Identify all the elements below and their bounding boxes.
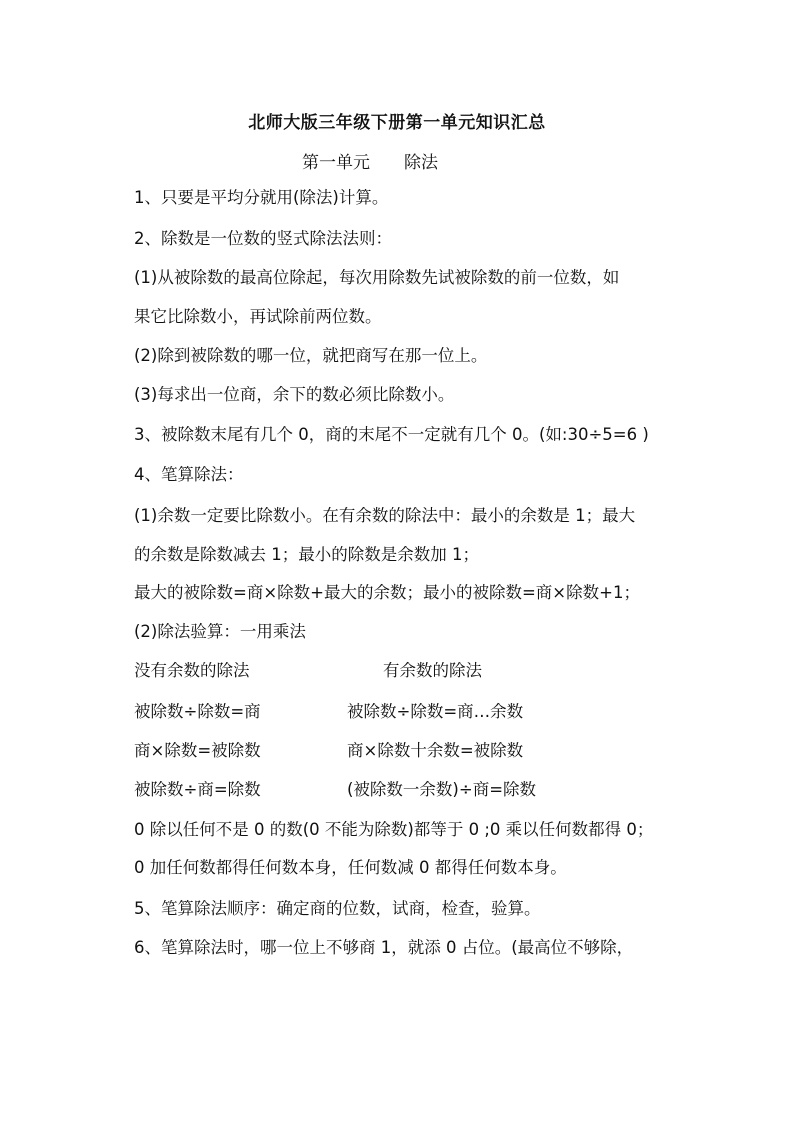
text-line: (2)除法验算：一用乘法 — [134, 622, 306, 641]
table-cell-left: 被除数÷除数=商 — [134, 702, 261, 721]
text-line: 最大的被除数=商×除数+最大的余数；最小的被除数=商×除数+1； — [134, 583, 640, 602]
text-line: (3)每求出一位商，余下的数必须比除数小。 — [134, 385, 455, 404]
table-cell-right: 被除数÷除数=商…余数 — [347, 702, 524, 721]
text-line: 3、被除数末尾有几个 0，商的末尾不一定就有几个 0。(如:30÷5=6 ) — [134, 425, 649, 444]
text-line: 的余数是除数减去 1；最小的除数是余数加 1； — [134, 545, 479, 564]
text-line: 0 除以任何不是 0 的数(0 不能为除数)都等于 0 ;0 乘以任何数都得 0； — [134, 820, 654, 839]
table-header-left: 没有余数的除法 — [134, 661, 250, 680]
table-cell-right: 商×除数十余数=被除数 — [347, 741, 524, 760]
table-header-right: 有余数的除法 — [383, 661, 482, 680]
text-line: 2、除数是一位数的竖式除法法则： — [134, 229, 392, 248]
text-line: (1)从被除数的最高位除起，每次用除数先试被除数的前一位数，如 — [134, 268, 620, 287]
table-cell-left: 商×除数=被除数 — [134, 741, 261, 760]
table-cell-left: 被除数÷商=除数 — [134, 780, 261, 799]
text-line: 4、笔算除法： — [134, 465, 244, 484]
text-line: (1)余数一定要比除数小。在有余数的除法中：最小的余数是 1；最大 — [134, 506, 636, 525]
document-title: 北师大版三年级下册第一单元知识汇总 — [248, 113, 546, 133]
text-line: 6、笔算除法时，哪一位上不够商 1，就添 0 占位。(最高位不够除， — [134, 938, 634, 957]
text-line: 0 加任何数都得任何数本身，任何数减 0 都得任何数本身。 — [134, 858, 567, 877]
text-line: 1、只要是平均分就用(除法)计算。 — [134, 188, 389, 207]
table-cell-right: (被除数一余数)÷商=除数 — [347, 780, 537, 799]
unit-subtitle: 第一单元 除法 — [302, 153, 438, 173]
text-line: (2)除到被除数的哪一位，就把商写在那一位上。 — [134, 346, 488, 365]
text-line: 果它比除数小，再试除前两位数。 — [134, 307, 382, 326]
text-line: 5、笔算除法顺序：确定商的位数，试商，检查，验算。 — [134, 899, 541, 918]
